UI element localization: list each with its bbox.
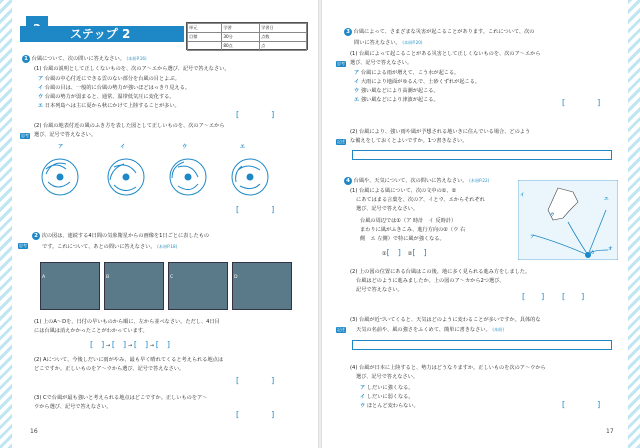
- option-row: [38, 75, 180, 84]
- option-text: 強い風などにより高潮が起こる。: [360, 88, 439, 94]
- option-key: ア: [38, 76, 44, 82]
- option-key: ウ: [360, 403, 366, 409]
- satellite-image-a: [40, 262, 100, 310]
- question-text: 台風によって、さまざまな災害が起こることがあります。これについて、次の: [353, 29, 535, 35]
- option-text: ほとんど変わらない。: [366, 403, 419, 409]
- question-1-2: (2) 台風の地表付近の風のふき方を表した図として正しいものを、次のア〜エから: [34, 123, 225, 129]
- info-cell: [188, 42, 222, 51]
- answer-bracket[interactable]: [ ]: [236, 376, 275, 385]
- satellite-image-d: [232, 262, 292, 310]
- question-4-4: (4) 台風が日本に上陸すると、勢力はどうなりますか。正しいものを次のア〜ウから: [350, 365, 546, 371]
- option-text: 日本列島へは主に夏から秋にかけて上陸することが多い。: [44, 103, 180, 109]
- reference-text: (本冊P.22): [469, 178, 490, 183]
- map-label: A: [42, 275, 46, 280]
- answer-bracket[interactable]: [ ]: [562, 400, 601, 409]
- left-page: [0, 0, 318, 448]
- question-2-3b: ウから選び、記号で答えなさい。: [34, 404, 112, 410]
- arrow-icon: →: [105, 343, 111, 349]
- question-4-2: (2) 上の図の位置にある台風はこの後、地に多く見られる進み方をしました。: [350, 269, 531, 275]
- question-4-1c: 選び、記号で答えなさい。: [356, 206, 419, 212]
- info-cell: 点数: [260, 33, 307, 42]
- option-row: [360, 393, 414, 402]
- tag: 記述: [337, 139, 345, 144]
- decorative-stripe: [0, 0, 12, 448]
- option-key: イ: [354, 79, 360, 85]
- question-number: 3: [344, 28, 352, 36]
- question-number: 1: [22, 55, 30, 63]
- question-4-2b: 台風はどのように進みましたか。上の図のア〜カから2つ選び、: [356, 278, 505, 284]
- diagram-label: イ: [120, 144, 126, 150]
- question-1-heading: [22, 54, 147, 64]
- option-text: 台風の中心付近にできる雲のない部分を台風の目とよぶ。: [44, 76, 180, 82]
- map-label: ウ: [550, 213, 555, 218]
- page-number: 17: [606, 428, 614, 435]
- option-text: 台風による雨が増えて、こう水が起こる。: [360, 70, 460, 76]
- info-cell: 30分: [222, 33, 260, 42]
- info-cell: 単元: [188, 24, 222, 33]
- reference-text: (本冊P.20): [402, 40, 423, 45]
- reference-text: (本冊): [492, 327, 504, 332]
- option-key: ア: [360, 385, 366, 391]
- written-answer-box[interactable]: [352, 340, 612, 350]
- question-2-heading: [32, 232, 209, 241]
- question-3-1b: 選び、記号で答えなさい。: [350, 60, 413, 66]
- question-2-3: (3) Cで台風が最も強いと考えられる地点はどこですか。正しいものをア〜: [34, 395, 208, 401]
- option-row: [360, 384, 414, 393]
- info-cell: 学習日: [260, 24, 307, 33]
- option-key: ウ: [38, 94, 44, 100]
- reference-text: (本冊P.16): [126, 56, 147, 61]
- question-text: 問いに答えなさい。: [354, 40, 401, 46]
- question-text: 次の図は、連続する4日間の気象衛星からの画像を1日ごとに表したもの: [41, 233, 210, 239]
- question-3-heading: [344, 28, 535, 37]
- question-2-1: (1) 上のA〜Dを、日付の早いものから順に、左から並べなさい。ただし、4日目: [34, 319, 220, 325]
- map-label: B: [106, 275, 110, 280]
- arrow-icon: →: [127, 343, 133, 349]
- question-4-3: (3) 台風が近づいてくると、天気はどのように変わることが多いですか。具体的な: [350, 317, 541, 323]
- answer-bracket[interactable]: [ ]: [562, 292, 585, 301]
- answer-bracket[interactable]: [ ]: [236, 205, 275, 214]
- map-label: イ: [520, 193, 525, 198]
- option-key: エ: [38, 103, 44, 109]
- option-row: [360, 402, 419, 411]
- question-4-2c: 記号で答えなさい。: [356, 287, 403, 293]
- blank-answers: ①[ ] ②[ ]: [382, 248, 427, 257]
- reference-text: (本冊P.18): [157, 244, 178, 249]
- map-label: C: [170, 275, 174, 280]
- option-row: [38, 93, 175, 102]
- diagram-label: ウ: [182, 144, 188, 150]
- question-2-2: (2) Aについて、今後しだいに雨がやみ、最も早く晴れてくると考えられる地点は: [34, 357, 224, 363]
- decorative-stripe: [628, 0, 640, 448]
- info-cell: 点: [260, 42, 307, 51]
- map-label: D: [234, 275, 238, 280]
- option-row: [354, 87, 439, 96]
- question-number: 2: [32, 232, 40, 240]
- question-number: 4: [344, 177, 352, 185]
- step-title: ステップ 2: [20, 26, 184, 42]
- option-text: 大雨により地面がゆるんで、土砂くずれが起こる。: [360, 79, 481, 85]
- option-text: しだいに強くなる。: [366, 385, 414, 391]
- option-key: エ: [354, 97, 360, 103]
- question-1-2b: 選び、記号で答えなさい。: [34, 132, 97, 138]
- answer-bracket[interactable]: [ ]: [236, 110, 275, 119]
- diagram-label: ア: [58, 144, 64, 150]
- question-4-4b: 選び、記号で答えなさい。: [356, 374, 419, 380]
- blank-label: ①: [382, 251, 387, 257]
- map-label: カ: [590, 251, 595, 256]
- option-row: [354, 96, 439, 105]
- question-4-1: (1) 台風による風について、次の文中の①、②: [350, 188, 457, 194]
- option-key: イ: [38, 85, 44, 91]
- tag: 思考: [21, 133, 29, 138]
- map-label: オ: [608, 247, 613, 252]
- question-3-2b: な備えをしておくとよいですか。1つ書きなさい。: [350, 138, 468, 144]
- question-1-1: (1) 台風の説明として正しくないものを、次のア〜エから選び、記号で答えなさい。: [34, 66, 230, 72]
- order-answer-row: [ ] → [ ] → [ ] → [ ]: [90, 340, 171, 349]
- satellite-image-c: [168, 262, 228, 310]
- wind-diagrams: [38, 152, 298, 202]
- question-4-1f: 側 エ 左側）で特に風が強くなる。: [360, 236, 445, 242]
- option-key: イ: [360, 394, 366, 400]
- question-4-3b: [356, 325, 504, 335]
- option-row: [38, 102, 180, 111]
- option-text: 台風の目は、一般的に台風の勢力が強いほどはっきり見える。: [44, 85, 191, 91]
- question-2-2b: どこですか。正しいものをア〜ウから選び、記号で答えなさい。: [34, 366, 185, 372]
- question-3-text-2: [354, 38, 423, 48]
- diagram-label: エ: [240, 144, 246, 150]
- question-3-2: (2) 台風により、強い雨や風が予想される地いきに住んでいる場合、どのよう: [350, 129, 531, 135]
- tag: 思考: [337, 61, 345, 66]
- question-text: 台風や、天気について、次の問いに答えなさい。: [353, 178, 468, 184]
- question-4-heading: [344, 176, 489, 186]
- option-key: ウ: [354, 88, 360, 94]
- typhoon-route-map: [518, 180, 618, 260]
- right-page: [322, 0, 640, 448]
- tag: 思考: [19, 243, 27, 248]
- map-label: エ: [604, 197, 609, 202]
- arrow-icon: →: [149, 343, 155, 349]
- info-cell: 学習: [222, 24, 260, 33]
- question-4-1d: 台風の周辺では①（ア 時計 イ 反時計）: [360, 218, 457, 224]
- option-text: しだいに弱くなる。: [366, 394, 414, 400]
- question-4-1e: まわりに風がふきこみ、進行方向の②（ウ 右: [360, 227, 466, 233]
- question-2-1b: には台風は消えかかったことがわかっています。: [34, 328, 148, 334]
- question-3-1: (1) 台風によって起こることがある災害として正しくないものを、次のア〜エから: [350, 51, 541, 57]
- info-cell: 80点: [222, 42, 260, 51]
- option-row: [354, 78, 480, 87]
- page-number: 16: [30, 428, 38, 435]
- tag: 記述: [337, 327, 345, 332]
- question-text: 台風について、次の問いに答えなさい。: [31, 56, 125, 62]
- option-key: ア: [354, 70, 360, 76]
- map-label: ア: [530, 235, 535, 240]
- answer-bracket[interactable]: [ ]: [562, 98, 601, 107]
- answer-bracket[interactable]: [ ]: [236, 410, 275, 419]
- satellite-image-b: [104, 262, 164, 310]
- blank-label: ②: [407, 251, 413, 257]
- study-info-box: [186, 22, 308, 50]
- written-answer-box[interactable]: [352, 150, 612, 160]
- question-2-text-2: [42, 242, 177, 252]
- answer-bracket[interactable]: [ ]: [522, 292, 545, 301]
- option-text: 強い風などにより津波が起こる。: [360, 97, 439, 103]
- option-text: 台風の勢力が弱まると、通常、温帯低気圧に変化する。: [44, 94, 175, 100]
- option-row: [354, 69, 459, 78]
- question-text: 天気の名前や、風の強さをふくめて、簡単に書きなさい。: [356, 327, 491, 333]
- question-4-1b: にあてはまる言葉を、次のア、イとウ、エからそれぞれ: [356, 197, 485, 203]
- question-text: です。これについて、あとの問いに答えなさい。: [42, 244, 156, 250]
- info-cell: 目標: [188, 33, 222, 42]
- option-row: [38, 84, 190, 93]
